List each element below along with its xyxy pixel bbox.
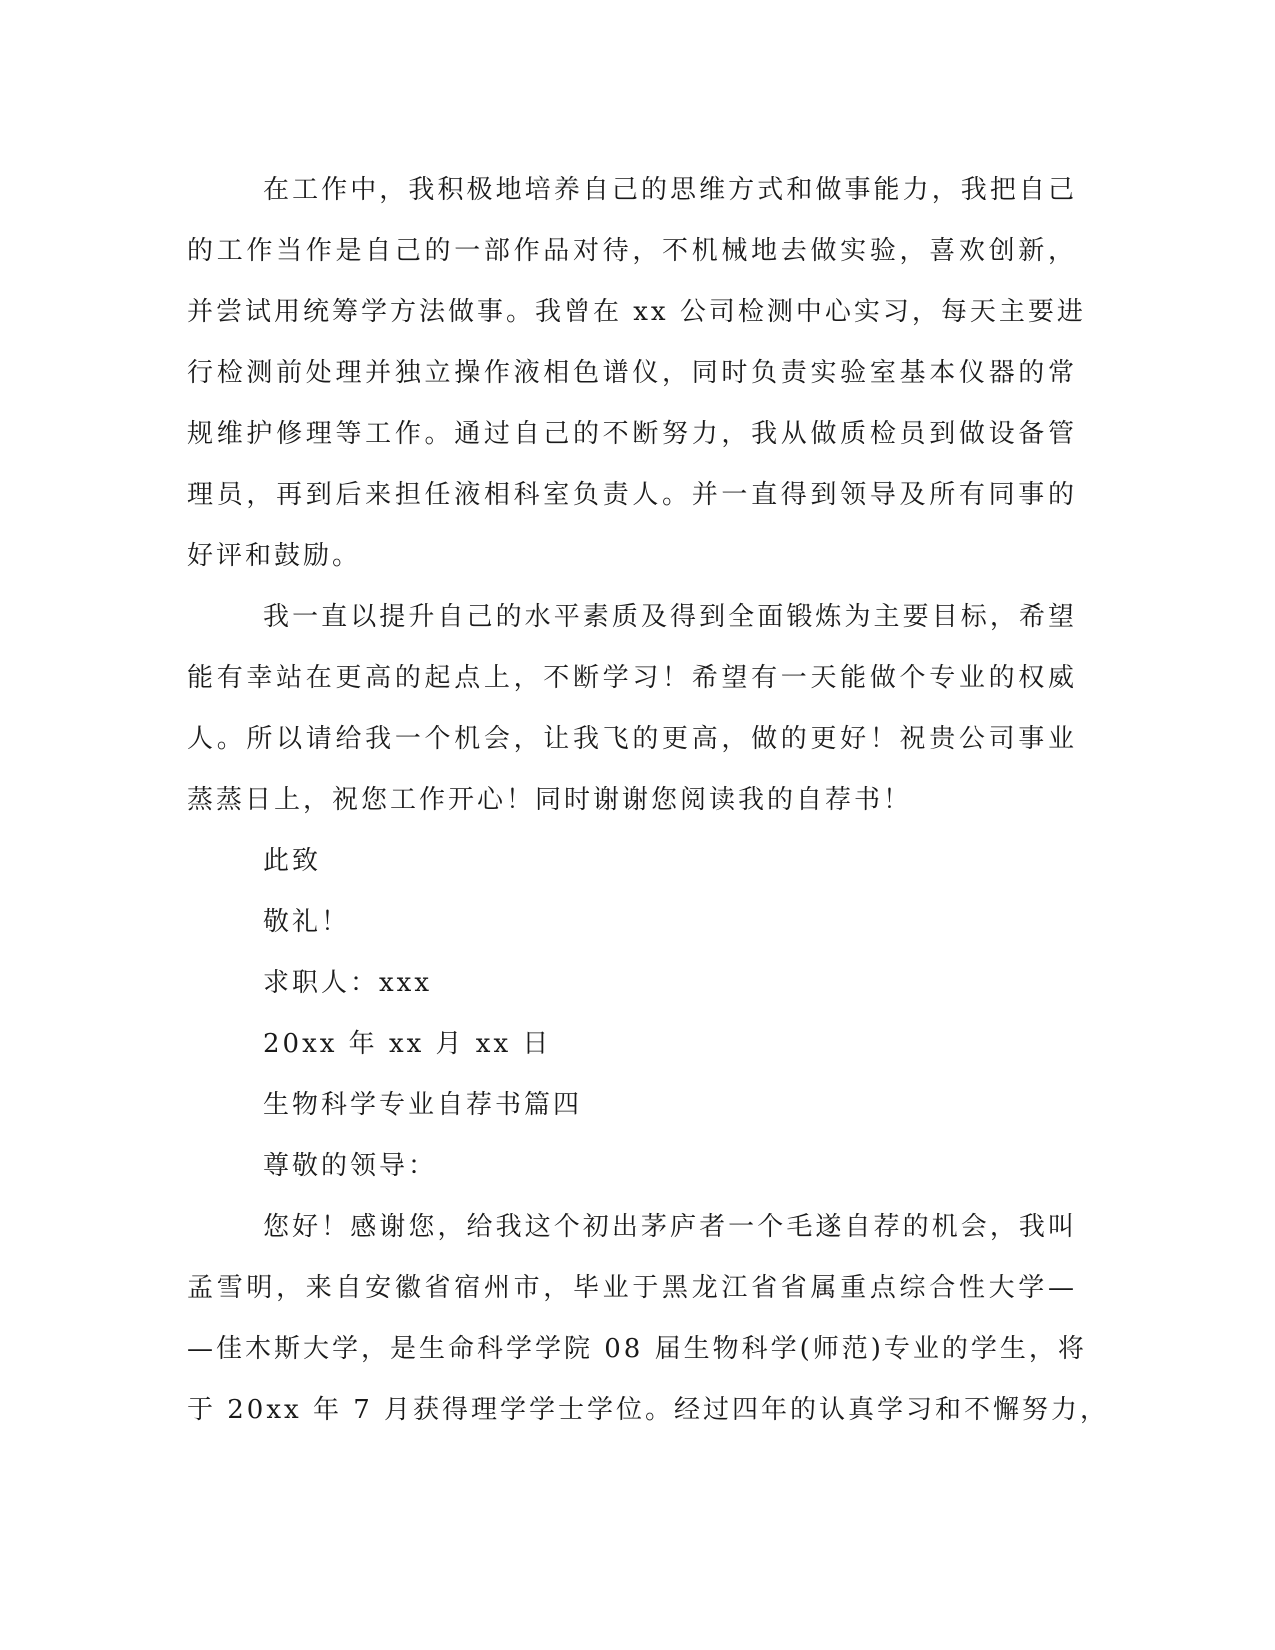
- text-line: 好评和鼓励。: [187, 541, 362, 571]
- text-line: 孟雪明，来自安徽省宿州市，毕业于黑龙江省省属重点综合性大学—: [187, 1273, 1077, 1303]
- text-line: 蒸蒸日上，祝您工作开心！同时谢谢您阅读我的自荐书！: [187, 785, 913, 815]
- date-line: 20xx 年 xx 月 xx 日: [263, 1029, 552, 1059]
- text-line: —佳木斯大学，是生命科学学院 08 届生物科学(师范)专业的学生，将: [187, 1334, 1087, 1364]
- applicant-line: 求职人：xxx: [263, 968, 432, 998]
- text-line: 并尝试用统筹学方法做事。我曾在 xx 公司检测中心实习，每天主要进: [187, 297, 1086, 327]
- text-line: 理员，再到后来担任液相科室负责人。并一直得到领导及所有同事的: [187, 480, 1077, 510]
- greeting-line: 尊敬的领导：: [263, 1151, 438, 1181]
- text-line: 我一直以提升自己的水平素质及得到全面锻炼为主要目标，希望: [263, 602, 1077, 632]
- paragraph-goals: [187, 587, 1077, 831]
- text-line: 能有幸站在更高的起点上，不断学习！希望有一天能做个专业的权威: [187, 663, 1077, 693]
- section-title: 生物科学专业自荐书篇四: [263, 1090, 583, 1120]
- text-line: 在工作中，我积极地培养自己的思维方式和做事能力，我把自己: [263, 175, 1077, 205]
- text-line: 的工作当作是自己的一部作品对待，不机械地去做实验，喜欢创新，: [187, 236, 1077, 266]
- salutation-line-2: 敬礼！: [263, 907, 351, 937]
- document-page: [187, 160, 1110, 1441]
- text-line: 于 20xx 年 7 月获得理学学士学位。经过四年的认真学习和不懈努力，: [187, 1395, 1110, 1425]
- text-line: 您好！感谢您，给我这个初出茅庐者一个毛遂自荐的机会，我叫: [263, 1212, 1077, 1242]
- paragraph-work-experience: [187, 160, 1086, 587]
- text-line: 规维护修理等工作。通过自己的不断努力，我从做质检员到做设备管: [187, 419, 1077, 449]
- paragraph-introduction: [187, 1197, 1110, 1441]
- salutation-line-1: 此致: [263, 846, 322, 876]
- text-line: 人。所以请给我一个机会，让我飞的更高，做的更好！祝贵公司事业: [187, 724, 1077, 754]
- text-line: 行检测前处理并独立操作液相色谱仪，同时负责实验室基本仪器的常: [187, 358, 1077, 388]
